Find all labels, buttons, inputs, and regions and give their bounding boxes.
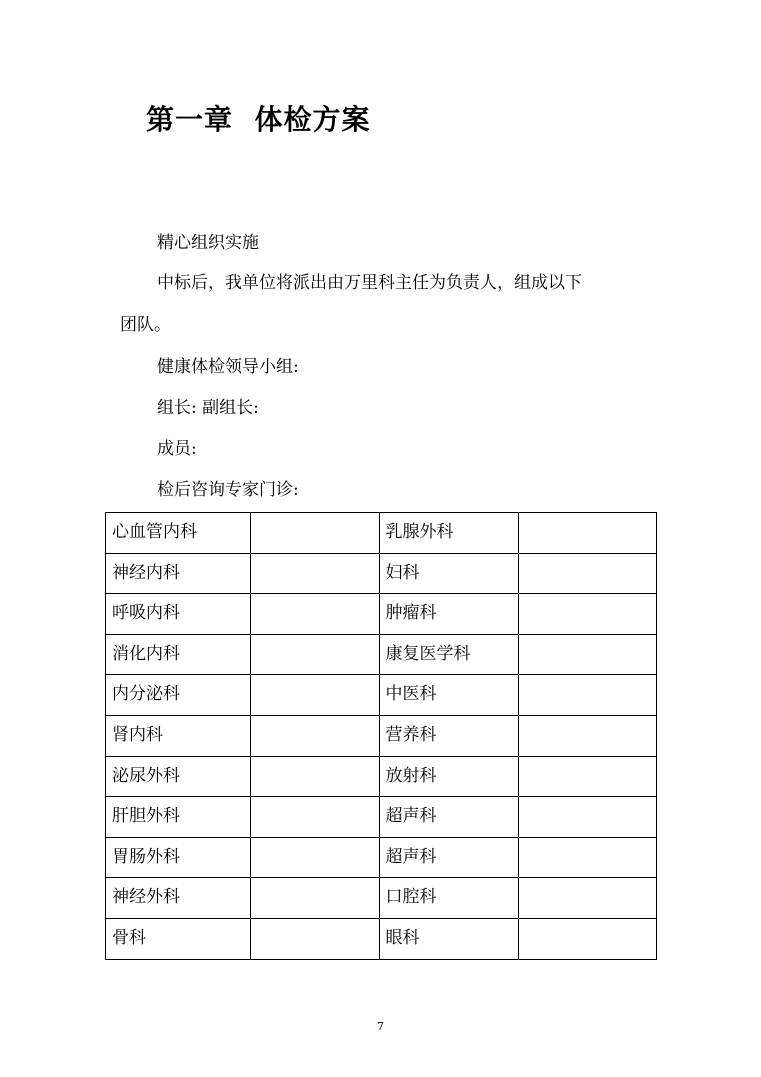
paragraph: 团队。 xyxy=(120,315,171,335)
table-cell: 呼吸内科 xyxy=(106,594,251,635)
paragraph: 精心组织实施 xyxy=(157,233,259,253)
table-cell: 妇科 xyxy=(379,553,519,594)
table-row xyxy=(106,918,657,959)
chapter-title: 第一章 体检方案 xyxy=(146,103,371,136)
table-cell xyxy=(519,513,657,554)
table-cell xyxy=(519,594,657,635)
table-cell: 神经外科 xyxy=(106,878,251,919)
table-cell xyxy=(250,878,379,919)
table-cell xyxy=(519,634,657,675)
paragraph: 中标后，我单位将派出由万里科主任为负责人，组成以下 xyxy=(157,273,582,293)
table-cell xyxy=(519,918,657,959)
table-row xyxy=(106,594,657,635)
table-cell: 乳腺外科 xyxy=(379,513,519,554)
table-row xyxy=(106,553,657,594)
table-cell xyxy=(519,797,657,838)
table-cell: 泌尿外科 xyxy=(106,756,251,797)
table-cell: 肝胆外科 xyxy=(106,797,251,838)
paragraph: 成员: xyxy=(157,439,197,459)
table-cell xyxy=(250,715,379,756)
table-cell: 心血管内科 xyxy=(106,513,251,554)
table-cell: 胃肠外科 xyxy=(106,837,251,878)
table-cell: 超声科 xyxy=(379,797,519,838)
table-cell xyxy=(519,675,657,716)
table-row xyxy=(106,797,657,838)
table-cell: 营养科 xyxy=(379,715,519,756)
table-cell xyxy=(250,594,379,635)
table-cell: 康复医学科 xyxy=(379,634,519,675)
table-cell: 超声科 xyxy=(379,837,519,878)
paragraph: 检后咨询专家门诊: xyxy=(157,480,299,500)
table-cell xyxy=(250,837,379,878)
table-cell xyxy=(250,634,379,675)
table-cell xyxy=(250,797,379,838)
table-cell: 放射科 xyxy=(379,756,519,797)
table-cell xyxy=(250,553,379,594)
table-cell: 肾内科 xyxy=(106,715,251,756)
table-cell: 骨科 xyxy=(106,918,251,959)
table-cell xyxy=(519,878,657,919)
table-row xyxy=(106,634,657,675)
table-cell: 肿瘤科 xyxy=(379,594,519,635)
table-cell xyxy=(250,513,379,554)
table-row xyxy=(106,675,657,716)
table-cell xyxy=(519,756,657,797)
table-row xyxy=(106,715,657,756)
table-cell: 中医科 xyxy=(379,675,519,716)
table-cell xyxy=(250,918,379,959)
table-cell: 消化内科 xyxy=(106,634,251,675)
table-row xyxy=(106,878,657,919)
paragraph: 健康体检领导小组: xyxy=(157,357,299,377)
table-cell: 内分泌科 xyxy=(106,675,251,716)
page-number: 7 xyxy=(377,1020,384,1033)
paragraph: 组长: 副组长: xyxy=(157,398,259,418)
table-cell xyxy=(519,837,657,878)
table-cell xyxy=(250,675,379,716)
table-cell xyxy=(519,553,657,594)
table-row xyxy=(106,837,657,878)
table-row xyxy=(106,513,657,554)
table-cell xyxy=(250,756,379,797)
table-cell xyxy=(519,715,657,756)
department-table xyxy=(105,512,657,960)
table-cell: 口腔科 xyxy=(379,878,519,919)
table-row xyxy=(106,756,657,797)
table-cell: 神经内科 xyxy=(106,553,251,594)
table-cell: 眼科 xyxy=(379,918,519,959)
